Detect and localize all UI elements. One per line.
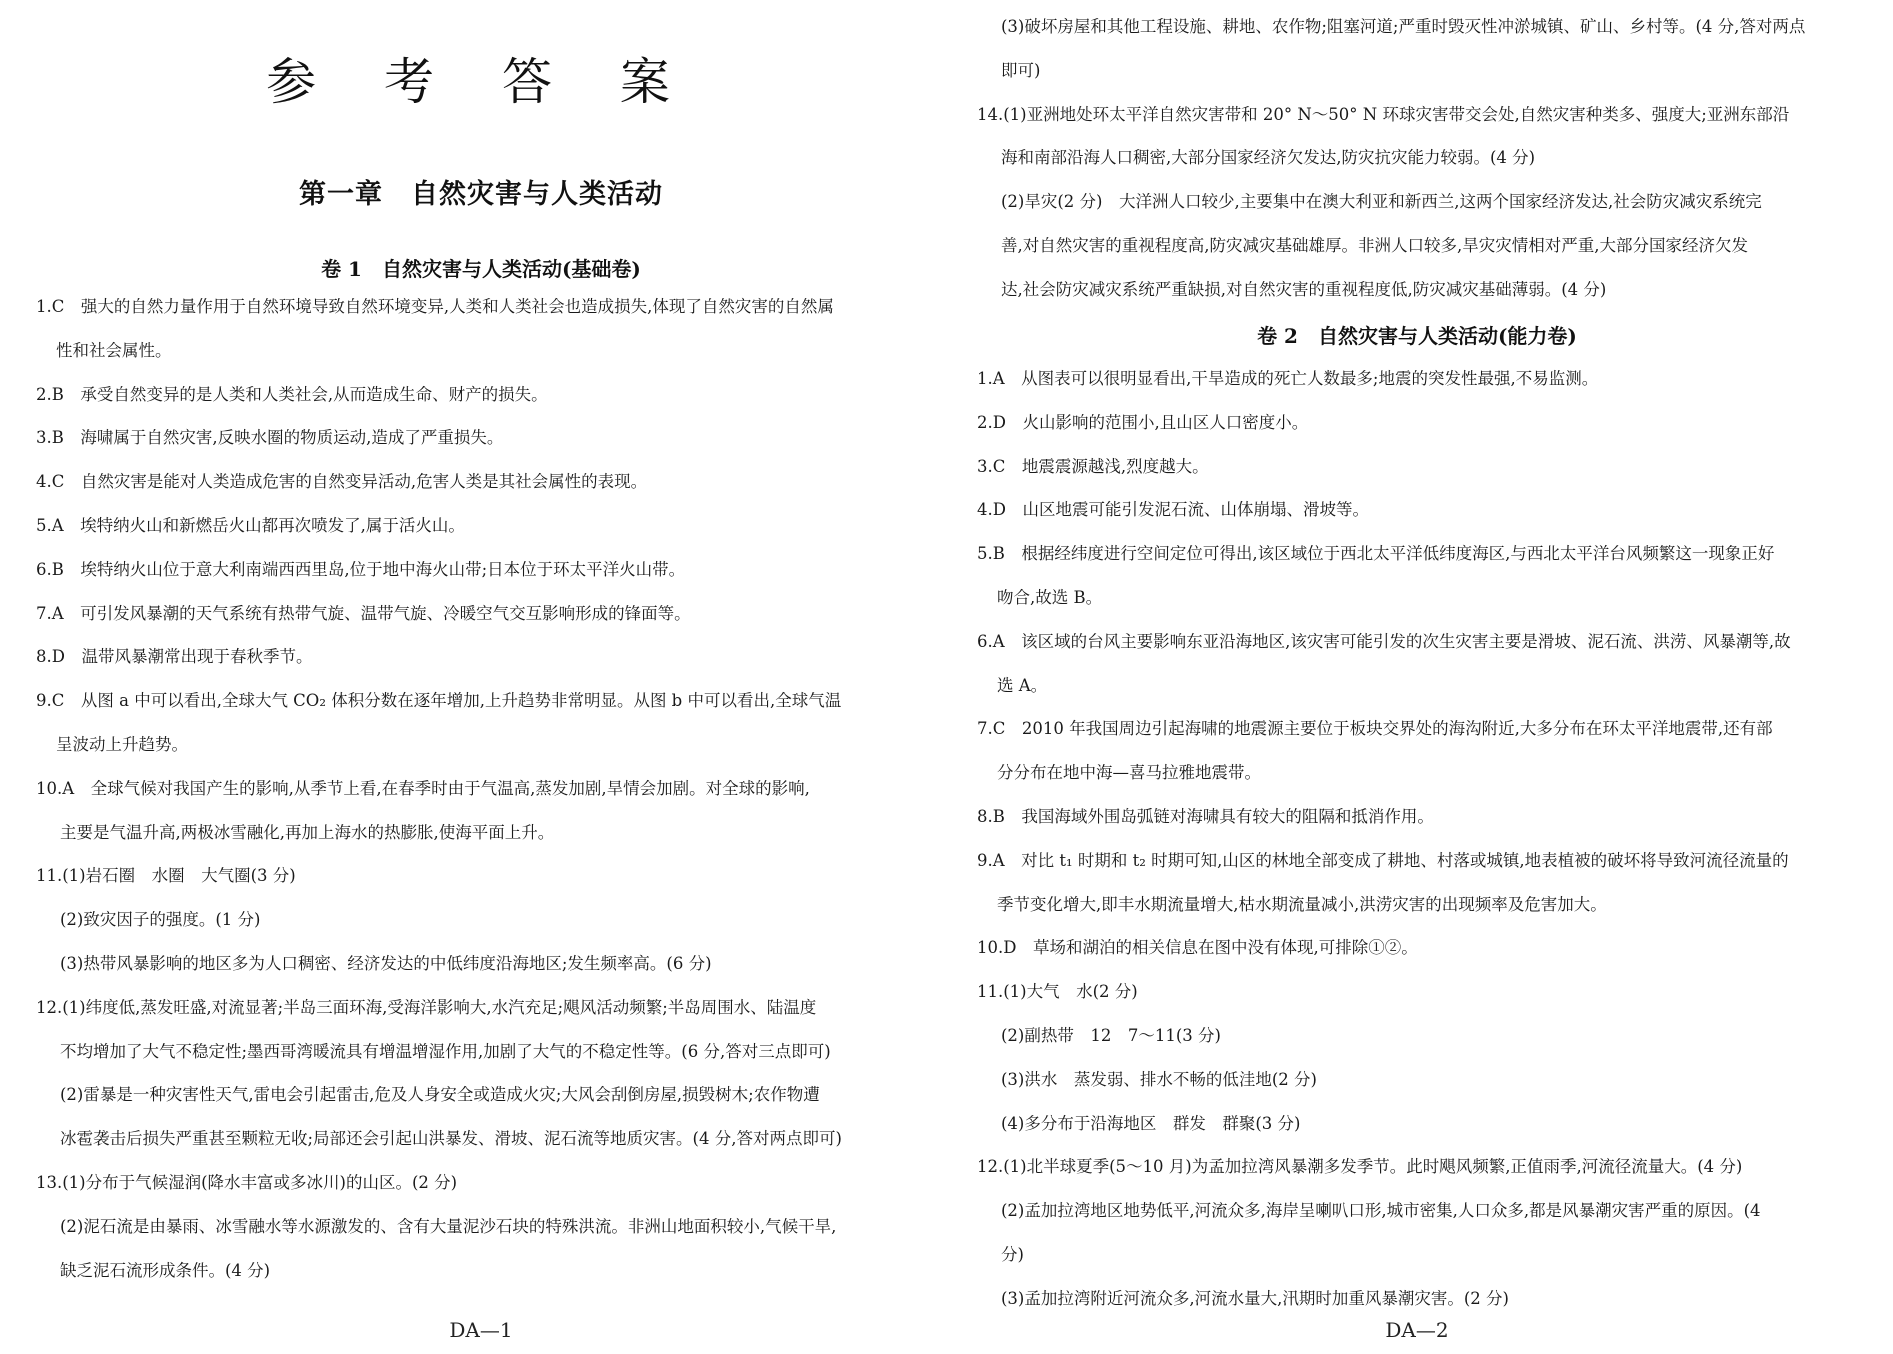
answer-line: 13.(1)分布于气候湿润(降水丰富或多冰川)的山区。(2 分) xyxy=(36,1173,458,1192)
answer-line: 季节变化增大,即丰水期流量增大,枯水期流量减小,洪涝灾害的出现频率及危害加大。 xyxy=(997,894,1607,914)
answer-line: (3)热带风暴影响的地区多为人口稠密、经济发达的中低纬度沿海地区;发生频率高。(6 分) xyxy=(60,954,712,973)
answer-line: (2)雷暴是一种灾害性天气,雷电会引起雷击,危及人身安全或造成火灾;大风会刮倒房屋,损毁树木;农作物遭 xyxy=(60,1085,820,1105)
answer-line: 7.A 可引发风暴潮的天气系统有热带气旋、温带气旋、冷暖空气交互影响形成的锋面等。 xyxy=(36,603,691,623)
section-heading-2: 卷 2 自然灾害与人类活动(能力卷) xyxy=(1257,324,1577,348)
answer-line: 5.A 埃特纳火山和新燃岳火山都再次喷发了,属于活火山。 xyxy=(36,516,465,535)
left-page xyxy=(36,0,926,1354)
answer-line: 吻合,故选 B。 xyxy=(997,588,1103,607)
answer-line: 海和南部沿海人口稠密,大部分国家经济欠发达,防灾抗灾能力较弱。(4 分) xyxy=(1001,148,1536,168)
page-footer-right: DA—2 xyxy=(1385,1318,1449,1342)
answer-line: 性和社会属性。 xyxy=(56,340,172,360)
answer-line: 选 A。 xyxy=(997,675,1048,695)
answer-line: (3)破坏房屋和其他工程设施、耕地、农作物;阻塞河道;严重时毁灭性冲淤城镇、矿山、乡村等。(4 分,答对两点 xyxy=(1001,17,1806,36)
answer-line: 即可) xyxy=(1001,60,1041,80)
answer-line: 1.A 从图表可以很明显看出,干旱造成的死亡人数最多;地震的突发性最强,不易监测。 xyxy=(977,369,1599,388)
answer-line: 主要是气温升高,两极冰雪融化,再加上海水的热膨胀,使海平面上升。 xyxy=(60,822,555,842)
answer-line: 5.B 根据经纬度进行空间定位可得出,该区域位于西北太平洋低纬度海区,与西北太平洋台风频繁这一现象正好 xyxy=(977,544,1775,564)
answer-line: 1.C 强大的自然力量作用于自然环境导致自然环境变异,人类和人类社会也造成损失,体现了自然灾害的自然属 xyxy=(36,297,834,316)
answer-line: 11.(1)岩石圈 水圈 大气圈(3 分) xyxy=(36,866,296,886)
chapter-heading: 第一章 自然灾害与人类活动 xyxy=(299,179,663,210)
answer-line: 2.D 火山影响的范围小,且山区人口密度小。 xyxy=(977,412,1309,432)
answer-line: 7.C 2010 年我国周边引起海啸的地震源主要位于板块交界处的海沟附近,大多分布在环太平洋地震带,还有部 xyxy=(977,719,1773,739)
answer-line: 10.A 全球气候对我国产生的影响,从季节上看,在春季时由于气温高,蒸发加剧,旱情会加剧。对全球的影响, xyxy=(36,778,810,798)
answer-line: 分分布在地中海—喜马拉雅地震带。 xyxy=(997,763,1261,783)
answer-line: 14.(1)亚洲地处环太平洋自然灾害带和 20° N～50° N 环球灾害带交会处,自然灾害种类多、强度大;亚洲东部沿 xyxy=(977,104,1790,124)
answer-line: (2)致灾因子的强度。(1 分) xyxy=(60,910,261,930)
answer-line: (3)孟加拉湾附近河流众多,河流水量大,汛期时加重风暴潮灾害。(2 分) xyxy=(1001,1288,1509,1308)
page-title: 参 考 答 案 xyxy=(266,53,696,111)
right-page xyxy=(977,0,1857,1354)
answer-line: 不均增加了大气不稳定性;墨西哥湾暖流具有增温增湿作用,加剧了大气的不稳定性等。(6 分,答对三点即可) xyxy=(60,1041,831,1061)
answer-line: 善,对自然灾害的重视程度高,防灾减灾基础雄厚。非洲人口较多,旱灾灾情相对严重,大部分国家经济欠发 xyxy=(1001,236,1748,255)
answer-line: (2)孟加拉湾地区地势低平,河流众多,海岸呈喇叭口形,城市密集,人口众多,都是风暴潮灾害严重的原因。(4 xyxy=(1001,1201,1761,1221)
answer-line: 分) xyxy=(1001,1245,1024,1264)
answer-line: 达,社会防灾减灾系统严重缺损,对自然灾害的重视程度低,防灾减灾基础薄弱。(4 分) xyxy=(1001,279,1607,299)
answer-line: 10.D 草场和湖泊的相关信息在图中没有体现,可排除①②。 xyxy=(977,938,1418,958)
answer-line: 4.C 自然灾害是能对人类造成危害的自然变异活动,危害人类是其社会属性的表现。 xyxy=(36,472,648,492)
answer-line: 8.B 我国海域外围岛弧链对海啸具有较大的阻隔和抵消作用。 xyxy=(977,807,1434,826)
answer-line: 9.C 从图 a 中可以看出,全球大气 CO₂ 体积分数在逐年增加,上升趋势非常明显。从图 b 中可以看出,全球气温 xyxy=(36,691,842,711)
answer-line: 6.A 该区域的台风主要影响东亚沿海地区,该灾害可能引发的次生灾害主要是滑坡、泥石流、洪涝、风暴潮等,故 xyxy=(977,631,1791,651)
page-footer-left: DA—1 xyxy=(449,1318,513,1342)
answer-line: 12.(1)北半球夏季(5～10 月)为孟加拉湾风暴潮多发季节。此时飓风频繁,正值雨季,河流径流量大。(4 分) xyxy=(977,1157,1743,1177)
answer-line: 4.D 山区地震可能引发泥石流、山体崩塌、滑坡等。 xyxy=(977,500,1369,520)
answer-line: 缺乏泥石流形成条件。(4 分) xyxy=(60,1260,271,1280)
answer-line: 冰雹袭击后损失严重甚至颗粒无收;局部还会引起山洪暴发、滑坡、泥石流等地质灾害。(4 分,答对两点即可) xyxy=(60,1129,842,1149)
answer-line: 2.B 承受自然变异的是人类和人类社会,从而造成生命、财产的损失。 xyxy=(36,384,548,404)
section-heading-1: 卷 1 自然灾害与人类活动(基础卷) xyxy=(321,257,641,281)
answer-line: 6.B 埃特纳火山位于意大利南端西西里岛,位于地中海火山带;日本位于环太平洋火山带。 xyxy=(36,559,686,579)
answer-line: 12.(1)纬度低,蒸发旺盛,对流显著;半岛三面环海,受海洋影响大,水汽充足;飓风活动频繁;半岛周围水、陆温度 xyxy=(36,997,817,1017)
answer-line: (2)副热带 12 7～11(3 分) xyxy=(1001,1026,1221,1045)
answer-line: 8.D 温带风暴潮常出现于春秋季节。 xyxy=(36,647,313,667)
answer-line: 11.(1)大气 水(2 分) xyxy=(977,982,1138,1002)
answer-line: 呈波动上升趋势。 xyxy=(56,735,188,754)
answer-line: (3)洪水 蒸发弱、排水不畅的低洼地(2 分) xyxy=(1001,1069,1317,1089)
answer-line: (2)泥石流是由暴雨、冰雪融水等水源激发的、含有大量泥沙石块的特殊洪流。非洲山地面积较小,气候干旱, xyxy=(60,1216,837,1236)
answer-line: 9.A 对比 t₁ 时期和 t₂ 时期可知,山区的林地全部变成了耕地、村落或城镇,地表植被的破坏将导致河流径流量的 xyxy=(977,850,1789,870)
answer-line: 3.C 地震震源越浅,烈度越大。 xyxy=(977,456,1209,476)
answer-line: (4)多分布于沿海地区 群发 群聚(3 分) xyxy=(1001,1113,1301,1133)
answer-line: (2)旱灾(2 分) 大洋洲人口较少,主要集中在澳大利亚和新西兰,这两个国家经济发达,社会防灾减灾系统完 xyxy=(1001,192,1762,212)
answer-line: 3.B 海啸属于自然灾害,反映水圈的物质运动,造成了严重损失。 xyxy=(36,428,504,448)
